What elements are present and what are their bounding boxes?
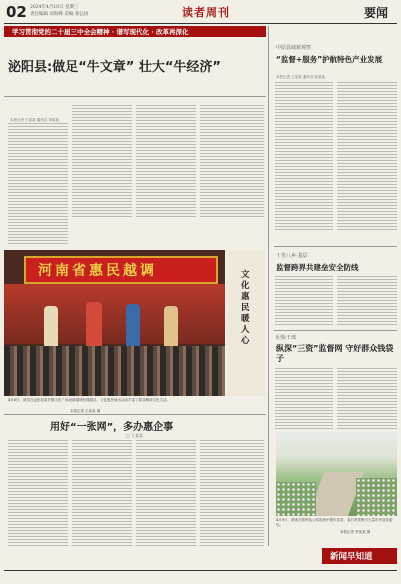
footer-tag-text: 新闻早知道 <box>330 552 373 562</box>
bottom-byline: □ 王某某 <box>126 433 144 438</box>
performer-4 <box>164 306 178 346</box>
bottom-headline: 用好“一张网”，多办惠企事 <box>50 422 174 433</box>
park-credit: 本报记者 李某某 摄 <box>340 530 371 534</box>
mid-right-body-col-2 <box>337 276 397 326</box>
news-photo <box>4 250 225 396</box>
header-rule <box>4 23 397 24</box>
photo-caption: 4月8日，演员在泌阳县某乡镇文化广场表演越调经典剧目。文化惠民演出活动丰富了群众精神文化生活。 <box>8 398 170 402</box>
right-third-body-col-1 <box>275 368 333 430</box>
page-header <box>0 0 401 24</box>
bottom-body-col-3 <box>136 440 196 546</box>
mid-right-headline: 监督跨界共建垒安全防线 <box>276 263 359 272</box>
right-top-headline: “监督+服务”护航特色产业发展 <box>276 55 383 64</box>
bottom-body-col-1 <box>8 440 68 546</box>
section-label: 要闻 <box>364 6 389 20</box>
masthead: 读者周刊 <box>182 6 230 19</box>
right-third-body-col-2 <box>337 368 397 430</box>
page-number: 02 <box>6 3 27 21</box>
stage-backdrop <box>4 284 225 344</box>
mid-right-rule <box>274 246 397 247</box>
right-third-headline: 纵深“三资”监督网 守好群众钱袋子 <box>276 344 394 363</box>
park-photo <box>276 432 397 516</box>
lead-body-col-3 <box>136 105 196 217</box>
right-top-divider <box>268 26 269 546</box>
footer-rule <box>4 570 397 571</box>
performer-3 <box>126 304 140 346</box>
right-top-byline: 本报记者 王某某 通讯员 张某某 <box>276 75 325 79</box>
performer-1 <box>44 306 58 346</box>
banner-text: 学习贯彻党的二十届三中全会精神 · 谱写现代化 · 改革再深化 <box>12 28 189 36</box>
park-caption: 4月9日，游客在郑州某公园花海中漫步赏花，春日美景吸引大量市民前来游玩。 <box>276 518 393 527</box>
audience <box>4 346 225 396</box>
lead-body-col-2 <box>72 105 132 217</box>
right-third-rule <box>274 330 397 331</box>
lead-body-col-4 <box>200 105 264 217</box>
right-top-kicker: 中原县域新观察 <box>276 45 312 51</box>
right-top-body-col-1 <box>275 82 333 232</box>
date-line: 2024年4月10日 星期三 <box>30 5 79 10</box>
lead-byline: 本报记者 王某某 通讯员 李某某 <box>10 118 59 122</box>
flower-bed-left <box>276 482 316 516</box>
photo-side-title: 文化惠民暖人心 <box>241 270 250 346</box>
editor-line: 责任编辑 刘海峰 美编 张弘扬 <box>30 12 89 17</box>
photo-side-panel <box>227 250 266 396</box>
right-third-kicker: 纪检干部 <box>276 335 297 341</box>
bottom-body-col-4 <box>200 440 264 546</box>
lead-headline-underline <box>4 96 266 97</box>
lead-body-col-1 <box>8 123 68 245</box>
right-top-body-col-2 <box>337 82 397 232</box>
mid-right-kicker: 十里八乡·基层 <box>276 253 308 259</box>
bottom-story-rule <box>4 414 266 415</box>
performer-2 <box>86 302 102 346</box>
stage-banner-text: 河南省惠民越调 <box>38 263 157 279</box>
mid-right-body-col-1 <box>275 276 333 326</box>
bottom-body-col-2 <box>72 440 132 546</box>
photo-credit: 本报记者 王某某 摄 <box>70 409 101 413</box>
flower-bed-right <box>356 478 397 516</box>
lead-headline: 泌阳县:做足“牛文章” 壮大“牛经济” <box>8 60 221 75</box>
